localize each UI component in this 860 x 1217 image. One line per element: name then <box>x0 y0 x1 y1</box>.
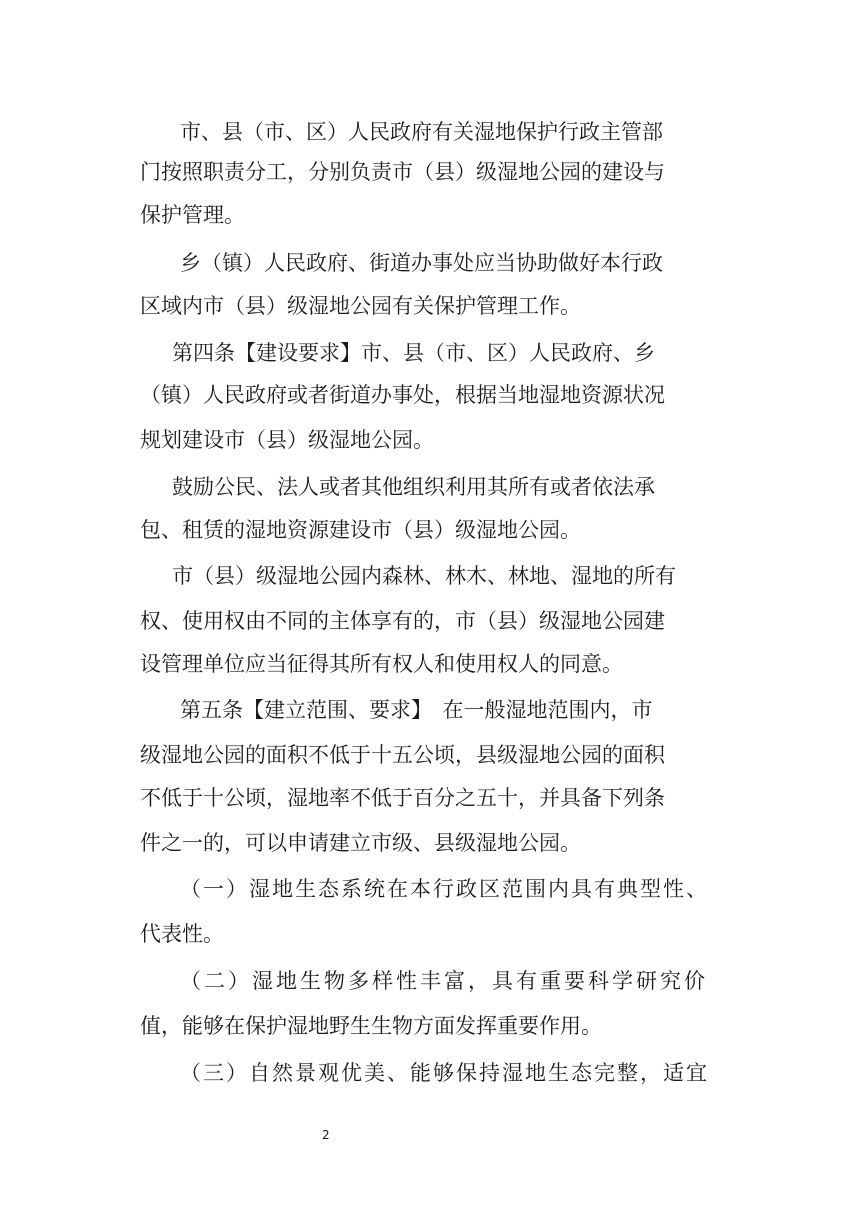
paragraph-line: 值，能够在保护湿地野生生物方面发挥重要作用。 <box>140 1014 602 1038</box>
list-item-line: （二）湿地生物多样性丰富，具有重要科学研究价 <box>180 969 708 993</box>
paragraph-line: 包、租赁的湿地资源建设市（县）级湿地公园。 <box>140 518 581 542</box>
list-item-line: （三）自然景观优美、能够保持湿地生态完整，适宜 <box>180 1061 709 1085</box>
page-number: 2 <box>322 1128 330 1142</box>
paragraph-line: 不低于十公顷，湿地率不低于百分之五十，并具备下列条 <box>140 786 665 810</box>
paragraph-line: 鼓励公民、法人或者其他组织利用其所有或者依法承 <box>172 475 655 499</box>
list-item-line: （一）湿地生态系统在本行政区范围内具有典型性、 <box>180 877 709 901</box>
article-heading-line: 第五条【建立范围、要求】 在一般湿地范围内，市 <box>180 698 653 722</box>
paragraph-line: 乡（镇）人民政府、街道办事处应当协助做好本行政 <box>180 251 663 275</box>
paragraph-line: 设管理单位应当征得其所有权人和使用权人的同意。 <box>140 652 623 676</box>
paragraph-line: 区域内市（县）级湿地公园有关保护管理工作。 <box>140 294 581 318</box>
paragraph-line: 件之一的，可以申请建立市级、县级湿地公园。 <box>140 831 581 855</box>
paragraph-line: 规划建设市（县）级湿地公园。 <box>140 428 434 452</box>
paragraph-line: 代表性。 <box>140 922 224 946</box>
article-heading-line: 第四条【建设要求】市、县（市、区）人民政府、乡 <box>172 341 655 365</box>
paragraph-line: 级湿地公园的面积不低于十五公顷，县级湿地公园的面积 <box>140 743 665 767</box>
paragraph-line: （镇）人民政府或者街道办事处，根据当地湿地资源状况 <box>140 383 665 407</box>
paragraph-line: 权、使用权由不同的主体享有的，市（县）级湿地公园建 <box>140 609 665 633</box>
paragraph-line: 保护管理。 <box>140 203 245 227</box>
paragraph-line: 市（县）级湿地公园内森林、林木、林地、湿地的所有 <box>172 564 676 588</box>
paragraph-line: 市、县（市、区）人民政府有关湿地保护行政主管部 <box>180 120 663 144</box>
paragraph-line: 门按照职责分工，分别负责市（县）级湿地公园的建设与 <box>140 160 665 184</box>
